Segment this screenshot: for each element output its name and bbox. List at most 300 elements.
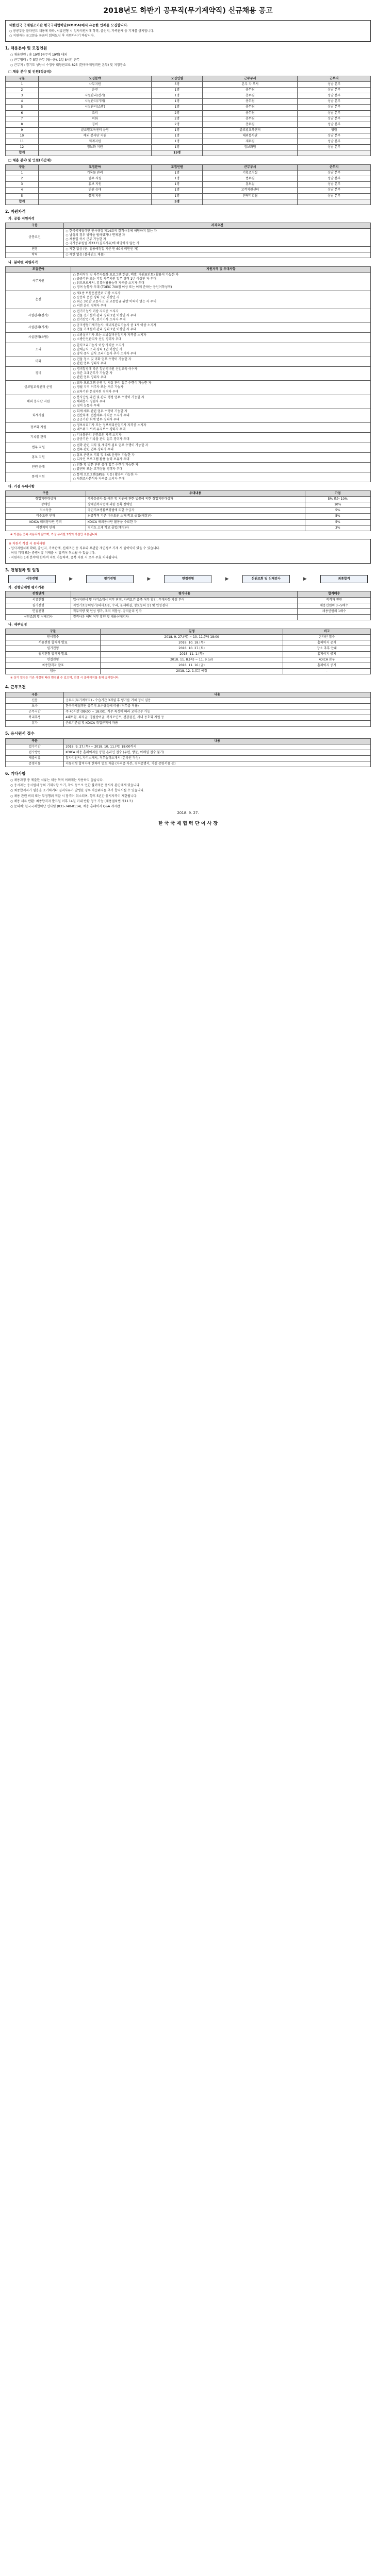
intro-lead: 대한민국 국제원조기관 한국국제협력단(KOICA)에서 유능한 인재를 모집합니다. [9, 23, 128, 27]
table-cell: 비수도권 인재 [6, 514, 86, 519]
row-line: ○ 한식조리기능사 이상 자격증 소지자 [73, 343, 125, 347]
table-row [6, 99, 371, 105]
table-cell: 1명 [152, 133, 203, 139]
table-cell: 1명 [152, 176, 203, 182]
table-cell: 서류전형 합격자에 한하여 별도 제출 (자격증 사본, 경력증명서, 가점 증빙서류 등) [64, 761, 371, 767]
table-cell: 성남 본부 [298, 188, 371, 193]
row-line: ○ 교육 프로그램 운영 및 시설 관리 업무 수행이 가능한 자 [73, 381, 152, 385]
stage-title: 가. 전형단계별 평가기준 [8, 585, 44, 589]
table-row [6, 597, 371, 603]
table-cell: 정보화 지원 [38, 145, 151, 150]
table-row [6, 423, 371, 433]
table-cell: 1명 [152, 99, 203, 105]
row-line: ○ 관련 업무 경력자 우대 [73, 361, 107, 365]
table-cell: 정보화팀 [203, 145, 298, 150]
table-cell: 온라인 접수 [283, 634, 371, 640]
table-cell: 5% [305, 514, 370, 519]
table-cell: 5 [6, 193, 39, 199]
row-line: ○ 남성의 경우 병역을 필하였거나 면제된 자 [66, 233, 125, 237]
table-row [6, 462, 371, 472]
table-row [6, 761, 371, 767]
row-line: ○ 봉사단원 파견 및 관리 행정 업무 수행이 가능한 자 [73, 395, 144, 399]
table-cell: 적격자 전원 [298, 597, 371, 603]
table-row [6, 93, 371, 99]
row-content [71, 423, 371, 433]
row-label: 홍보 지원 [6, 452, 71, 462]
misc-line: ○ 문의처: 한국국제협력단 인사팀 (031-740-0114), 채용 홈페이지 Q&A 게시판 [10, 804, 120, 808]
table-row [6, 116, 371, 122]
table-cell [298, 199, 371, 205]
table-cell: 총무팀 [203, 105, 298, 110]
section-heading-process: 3. 전형절차 및 일정 [5, 567, 40, 572]
table-row [6, 709, 371, 715]
preference-note: ※ 가점은 중복 적용되지 않으며, 가장 유리한 1개의 가점만 적용됩니다. [10, 533, 99, 536]
table-row [6, 502, 371, 508]
table-cell: 성남 본부 [298, 88, 371, 93]
table-cell: 법무팀 [203, 176, 298, 182]
table-cell: 서류전형 [6, 597, 71, 603]
table-cell: KOICA 채용 홈페이지를 통한 온라인 접수 (우편, 방문, 이메일 접수 불가) [64, 750, 371, 755]
footer-date: 2018. 9. 27. [177, 810, 199, 815]
table-cell: 1명 [152, 193, 203, 199]
column-header: 구분 [6, 223, 64, 228]
table-cell: 9 [6, 127, 39, 133]
row-line: ○ 문서작성 및 사무자동화 프로그램(한글, 엑셀, 파워포인트) 활용이 가능한 자 [73, 273, 179, 277]
column-header: 일정 [101, 629, 283, 634]
row-line: ○ 기록물관리 전문요원 자격 소지자 [73, 433, 122, 437]
table-cell: 해외 봉사단 지원 [38, 133, 151, 139]
table-cell: 성남 본부 [298, 176, 371, 182]
row-label: 경비 [6, 367, 71, 381]
table-cell: 2018. 10. 18.(목) [101, 640, 283, 646]
table-cell: 최종학력 기준 비수도권 소재 학교 졸업(예정)자 [86, 514, 305, 519]
row-line: ○ 건물 기계설비 관리 경력 2년 이상인 자 우대 [73, 328, 137, 332]
column-header: 내용 [64, 738, 371, 744]
table-cell: 주 40시간 (09:00 ~ 18:00), 직무 특성에 따라 교대근무 가능 [64, 709, 371, 715]
table-cell: 신분 [6, 698, 64, 704]
table-row [6, 110, 371, 116]
column-header: 모집인원 [152, 165, 203, 171]
table-cell: 8 [6, 122, 39, 127]
column-header: 근무지 [298, 165, 371, 171]
table-row [6, 176, 371, 182]
table-row [6, 744, 371, 750]
row-line: ○ 교육기관 운영지원 경력자 우대 [73, 389, 119, 394]
misc-line: ○ 채용과정 중 제출한 서류는 채용 목적 이외에는 사용하지 않습니다. [10, 778, 104, 783]
row-content [71, 367, 371, 381]
table-cell: 법무 지원 [38, 176, 151, 182]
row-content [71, 343, 371, 357]
table-cell: 성남 본부 [298, 110, 371, 116]
table-cell: 2명 [152, 116, 203, 122]
row-line: ○ 공공기관 기록물 관리 업무 경력자 우대 [73, 437, 129, 442]
table-cell: 이전지역 인재 [6, 525, 86, 531]
table-cell: 3% [305, 525, 370, 531]
table-cell: 채용인원의 1배수 [298, 608, 371, 614]
table-cell: 필기전형 [6, 646, 101, 652]
table-cell: 성남 본부 [298, 116, 371, 122]
table-row [6, 519, 371, 525]
table-cell: 총무팀 [203, 116, 298, 122]
row-line: ○ 정보처리기사 또는 정보처리산업기사 자격증 소지자 [73, 423, 146, 428]
table-cell: - [283, 669, 371, 674]
table-cell: 기록물 관리 [38, 171, 151, 176]
table-cell: 1명 [152, 171, 203, 176]
table-cell: 5% [305, 508, 370, 514]
table-row [6, 704, 371, 709]
note-line: - 입사지원서에 학력, 출신지, 가족관계, 신체조건 등 직무와 무관한 개인정보 기재 시 불이익이 있을 수 있습니다. [9, 547, 160, 551]
table-row [6, 750, 371, 755]
table-cell: 임용 [6, 669, 101, 674]
column-header: 지원자격 및 우대사항 [71, 267, 371, 273]
row-line: ○ 법무 관련 업무 경력자 우대 [73, 447, 113, 451]
page-title: 2018년도 하반기 공무직(무기계약직) 신규채용 공고 [103, 7, 273, 15]
column-header: 모집분야 [38, 76, 151, 82]
table-row [6, 127, 371, 133]
table-row [6, 193, 371, 199]
row-line: ○ 야간 교대근무가 가능한 자 [73, 371, 113, 376]
table-cell: 12 [6, 145, 39, 150]
column-header: 구분 [6, 738, 64, 744]
arrow-right-icon: ▶ [147, 576, 151, 582]
intro-line: ○ 채용인원 : 총 19명 (공무직 19명) 내외 [10, 53, 68, 57]
table-row [6, 88, 371, 93]
table-cell: 4 [6, 99, 39, 105]
intro-item: ○ 공공부문 블라인드 채용에 따라, 서류전형 시 입사지원서에 학력, 출신지, 가족관계 등 기재를 금지합니다. [9, 29, 155, 33]
row-content [64, 247, 371, 252]
table-row [6, 508, 371, 514]
table-cell: 5% [305, 519, 370, 525]
table-cell: 국가유공자 등 예우 및 지원에 관한 법률에 의한 취업지원대상자 [86, 497, 305, 502]
table-cell: 5명 [152, 199, 203, 205]
misc-line: ○ 채용 서류 반환: 최종합격자 발표일 이후 14일 이내 반환 청구 가능 (채용절차법 제11조) [10, 799, 133, 803]
table-cell: - [298, 614, 371, 620]
table-cell: 1명 [152, 145, 203, 150]
table-cell: 입사지원서, 자기소개서, 직무능력소개서 (온라인 작성) [64, 755, 371, 761]
row-line: ○ 전기산업기사, 전기기사 소지자 우대 [73, 318, 126, 322]
table-cell [203, 150, 298, 156]
table-cell: 1명 [152, 93, 203, 99]
table-row [6, 309, 371, 323]
table-row [6, 755, 371, 761]
table-cell: 원서접수 [6, 634, 101, 640]
table-cell: KOICA 해외봉사단 경력 [6, 519, 86, 525]
schedule-title: 나. 세부일정 [8, 622, 27, 626]
table-cell: 홈페이지 공지 [283, 663, 371, 669]
table-cell: 1 [6, 171, 39, 176]
table-cell: 취업지원대상자 [6, 497, 86, 502]
table-row [6, 171, 371, 176]
intro-line: ○ 근무지 : 경기도 성남시 수정구 대왕판교로 825 (한국국제협력단 본부) 및 지정장소 [10, 63, 126, 67]
table-row [6, 525, 371, 531]
table-cell: 1명 [152, 182, 203, 188]
row-line: ○ 영어 능통자 우대 (TOEIC 700점 이상 또는 이에 준하는 공인어학성적) [73, 285, 172, 290]
table-cell: 합계 [6, 199, 39, 205]
table-cell: 전략기획팀 [203, 193, 298, 199]
footer-organization: 한 국 국 제 협 력 단 이 사 장 [158, 821, 218, 827]
table-cell: 2018. 10. 27.(토) [101, 646, 283, 652]
row-content [71, 309, 371, 323]
preference-title: 다. 가점 우대사항 [8, 484, 35, 489]
table-cell: 접수기간 [6, 744, 64, 750]
row-line: ○ 제한 없음 (단, 임용예정일 기준 만 60세 미만인 자) [66, 247, 139, 251]
row-line: ○ 공공기관 또는 기업 사무지원 업무 경력 1년 이상인 자 우대 [73, 277, 156, 281]
table-cell: 6 [6, 110, 39, 116]
preference-table [5, 490, 371, 531]
flow-step: 필기전형 [86, 575, 134, 583]
column-header: 구분 [6, 165, 39, 171]
table-row [6, 228, 371, 246]
table-cell: 장소 추후 안내 [283, 646, 371, 652]
row-content [71, 333, 371, 343]
row-content [71, 443, 371, 452]
section-heading-application: 5. 응시원서 접수 [5, 731, 35, 736]
table-cell: 성남 본부 [298, 182, 371, 188]
table-row [6, 291, 371, 309]
row-label: 공통요건 [6, 228, 64, 246]
table-cell: 한국국제협력단 공무직 보수규정에 따름 (직무급 적용) [64, 704, 371, 709]
table-row [6, 188, 371, 193]
row-line: ○ 홍보 콘텐츠 기획 및 SNS 운영이 가능한 자 [73, 453, 135, 457]
row-line: ○ 전산회계, 전산세무 자격증 소지자 우대 [73, 413, 129, 417]
row-content [71, 395, 371, 409]
row-line: ○ 영어 능통자 우대 [73, 403, 100, 408]
row-line: ○ 소방안전관리자 선임 경력자 우대 [73, 337, 122, 342]
table-row [6, 614, 371, 620]
table-cell: 성남 본부 [298, 122, 371, 127]
table-cell: 4 [6, 188, 39, 193]
table-cell: 1명 [152, 188, 203, 193]
table-row [6, 452, 371, 462]
intro-notice-box [5, 20, 371, 42]
table-cell: 입사지원서 및 자기소개서 적부 판정, 자격요건 충족 여부 확인, 우대사항 가점 부여 [71, 597, 298, 603]
row-content [71, 381, 371, 395]
table-row [6, 652, 371, 657]
flow-step: 면접전형 [164, 575, 211, 583]
row-content [71, 472, 371, 482]
table-row [6, 395, 371, 409]
row-line: ○ 채용일 즉시 근무 가능한 자 [66, 237, 106, 241]
table-cell: 접수방법 [6, 750, 64, 755]
table-row [6, 603, 371, 608]
table-cell: 필기전형 합격자 발표 [6, 652, 101, 657]
table-cell: 운전 [38, 88, 151, 93]
table-cell: 면접전형 [6, 657, 101, 663]
table-cell: 보수 [6, 704, 64, 709]
field-qualifications-table [5, 266, 371, 482]
column-header: 평가내용 [71, 591, 298, 597]
process-flow [8, 575, 368, 583]
table-cell: 2명 [152, 122, 203, 127]
row-content [71, 291, 371, 309]
table-row [6, 409, 371, 422]
table-cell: 고객지원센터 [203, 188, 298, 193]
note-line: - 허위 기재 또는 증빙서류 미제출 시 합격이 취소될 수 있습니다. [9, 551, 96, 555]
column-header: 자격요건 [64, 223, 371, 228]
table-cell: 10 [6, 133, 39, 139]
row-line: ○ 네트워크·서버 유지보수 경력자 우대 [73, 428, 126, 432]
table-cell: 사무지원 [38, 82, 151, 88]
table-cell: 10% [305, 502, 370, 508]
table-cell: 1명 [152, 127, 203, 133]
table-row [6, 105, 371, 110]
table-cell: 5명 [152, 82, 203, 88]
table-cell: 미화 [38, 116, 151, 122]
flow-step: 서류전형 [8, 575, 56, 583]
column-header: 우대내용 [86, 491, 305, 497]
table-row [6, 698, 371, 704]
row-content [71, 452, 371, 462]
table-row [6, 514, 371, 519]
table-row [6, 145, 371, 150]
application-table [5, 738, 371, 767]
row-line: ○ 최근 3년간 교통사고 및 교통법규 위반 이력이 없는 자 우대 [73, 299, 156, 303]
row-label: 시설관리(전기) [6, 309, 71, 323]
misc-line: ○ 최종합격자가 임용을 포기하거나 결격사유가 발생한 경우 차순위자를 추가 합격시킬 수 있습니다. [10, 789, 144, 793]
row-line: ○ 관련 업무 경력자 우대 [73, 376, 107, 380]
column-header: 근무지 [298, 76, 371, 82]
row-line: ○ 영월 지역 거주자 또는 거주 가능자 [73, 385, 124, 389]
table-cell: 성남 본부 [298, 139, 371, 145]
table-row [6, 433, 371, 443]
table-row [6, 657, 371, 663]
table-row [6, 367, 371, 381]
intro-item: ○ 지원자는 공고문을 꼼꼼히 읽어보신 후 지원하시기 바랍니다. [9, 33, 95, 38]
row-label: 시설관리(소방) [6, 333, 71, 343]
table-row [6, 122, 371, 127]
table-cell: 19명 [152, 150, 203, 156]
table-cell: 성남 본부 [298, 171, 371, 176]
section-heading-misc: 6. 기타사항 [5, 771, 26, 776]
table-cell: 통계 지원 [38, 193, 151, 199]
table-cell: 총무팀 [203, 93, 298, 99]
column-header: 모집인원 [152, 76, 203, 82]
intro-line: ○ 근무형태 : 주 5일 근무 (월~금), 1일 8시간 근무 [10, 58, 80, 62]
table-cell [38, 199, 151, 205]
table-total-row [6, 199, 371, 205]
table-cell: 홍보 지원 [38, 182, 151, 188]
row-line: ○ 법학 관련 지식 및 계약서 검토 업무 수행이 가능한 자 [73, 443, 149, 447]
row-line: ○ 제한 없음 (블라인드 채용) [66, 253, 105, 257]
table-cell: 근무시간 [6, 709, 64, 715]
common-qual-title: 가. 공통 지원자격 [8, 216, 35, 221]
table-cell: 민원 응대 [38, 188, 151, 193]
flow-step: 신원조회 및 신체검사 [242, 575, 290, 583]
table-cell: 채용인원의 3~5배수 [298, 603, 371, 608]
table-cell: 신원조회 및 신체검사 [6, 614, 71, 620]
table-cell: 성남 본부 [298, 145, 371, 150]
table-cell: 2018. 11. 16.(금) [101, 663, 283, 669]
common-qualifications-table [5, 223, 371, 259]
row-label: 민원 응대 [6, 462, 71, 472]
table-row [6, 663, 371, 669]
table-cell: 글로벌교육센터 운영 [38, 127, 151, 133]
table-cell: 홍보실 [203, 182, 298, 188]
table-cell: 제출서류 [6, 755, 64, 761]
table-cell: 국민기초생활보장법에 의한 수급자 [86, 508, 305, 514]
table-cell: 성남 본부 [298, 99, 371, 105]
table-cell: 경비 [38, 122, 151, 127]
section-heading-conditions: 4. 근무조건 [5, 684, 26, 689]
table-cell: 2명 [152, 110, 203, 116]
conditions-table [5, 692, 371, 727]
table-row [6, 323, 371, 333]
row-content [71, 409, 371, 422]
row-label: 시설관리(기계) [6, 323, 71, 333]
table-cell: KOICA 해외봉사단 활동을 수료한 자 [86, 519, 305, 525]
column-header: 전형단계 [6, 591, 71, 597]
row-label: 조리 [6, 343, 71, 357]
row-line: ○ 회계·세무 관련 업무 수행이 가능한 자 [73, 409, 127, 413]
table-cell: 7 [6, 116, 39, 122]
table-cell: 11 [6, 139, 39, 145]
table-cell: 조리 [38, 110, 151, 116]
table-cell: 경기도 소재 학교 졸업(예정)자 [86, 525, 305, 531]
table-cell: 2 [6, 176, 39, 182]
column-header: 구분 [6, 692, 64, 698]
table-cell: 1명 [152, 139, 203, 145]
row-line: ○ 단체급식 조리 경력 1년 이상인 자 [73, 347, 123, 351]
table-cell: 결격사유 해당 여부 확인 및 채용신체검사 [71, 614, 298, 620]
field-qual-title: 나. 분야별 지원자격 [8, 260, 38, 265]
column-header: 합격배수 [298, 591, 371, 597]
table-cell: 1명 [152, 105, 203, 110]
table-cell: 증빙서류 [6, 761, 64, 767]
table-row [6, 247, 371, 252]
table-row [6, 82, 371, 88]
row-line: ○ 공조냉동기계기능사, 에너지관리기능사 중 1개 이상 소지자 [73, 324, 156, 328]
table-cell: 직업기초능력평가(의사소통, 수리, 문제해결, 정보능력 등) 및 인성검사 [71, 603, 298, 608]
note-line: - 지원자는 1개 분야에 한하여 지원 가능하며, 중복 지원 시 모두 무효 처리됩니다. [9, 556, 119, 560]
table-cell: 총무팀 [203, 110, 298, 116]
section-heading-qualifications: 2. 지원자격 [5, 209, 26, 214]
table-cell: 1 [6, 82, 39, 88]
schedule-table [5, 629, 371, 675]
row-line: ○ 의전 운전 경력자 우대 [73, 303, 107, 308]
table-cell: 2018. 12. 1.(토) 예정 [101, 669, 283, 674]
table-cell: 휴가 [6, 721, 64, 726]
row-content [64, 252, 371, 258]
table-row [6, 357, 371, 366]
table-row [6, 333, 371, 343]
table-cell: 기획조정실 [203, 171, 298, 176]
table-cell: 성남 본부 [298, 105, 371, 110]
row-line: ○ 건물 청소 및 미화 업무 수행이 가능한 자 [73, 357, 132, 361]
row-line: ○ 디자인 프로그램 활용 능력 보유자 우대 [73, 457, 129, 461]
column-header: 근무부서 [203, 165, 298, 171]
row-content [71, 433, 371, 443]
table-title-permanent: □ 채용 분야 및 인원(정규직) [8, 70, 52, 74]
table-cell: 재무팀 [203, 139, 298, 145]
table-cell: 필기전형 [6, 603, 71, 608]
column-header: 내용 [64, 692, 371, 698]
arrow-right-icon: ▶ [303, 576, 307, 582]
table-cell: 직무역량 및 인성 평가, 조직 적합성, 공직윤리 평가 [71, 608, 298, 614]
row-line: ○ 전기기능사 이상 자격증 소지자 [73, 309, 119, 313]
flow-step: 최종합격 [320, 575, 368, 583]
row-line: ○ 소방설비기사 또는 소방설비산업기사 자격증 소지자 [73, 333, 146, 337]
table-cell: 성남 본부 [298, 193, 371, 199]
table-row [6, 640, 371, 646]
table-cell: 2018. 9. 27.(목) ~ 10. 11.(목) 18:00 [101, 634, 283, 640]
row-line: ○ 전화 및 방문 민원 응대 업무 수행이 가능한 자 [73, 463, 139, 467]
table-row [6, 646, 371, 652]
table-cell: 시설관리(소방) [38, 105, 151, 110]
row-label: 미화 [6, 357, 71, 366]
table-cell: 성남 본부 [298, 82, 371, 88]
table-cell: 1명 [152, 88, 203, 93]
row-label: 해외 봉사단 지원 [6, 395, 71, 409]
